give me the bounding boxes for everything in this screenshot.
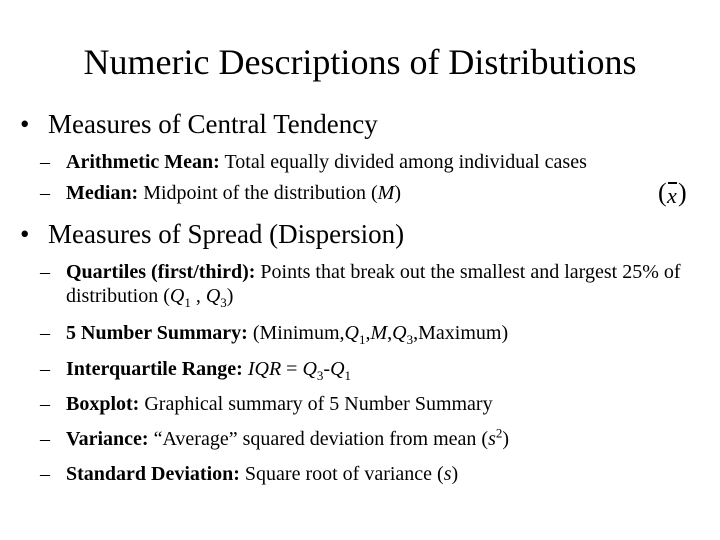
item-text-after: ,Maximum)	[413, 322, 509, 344]
item-text: “Average” squared deviation from mean (	[148, 428, 489, 450]
term-label: Quartiles (first/third):	[66, 261, 256, 283]
mean-x-bar-symbol	[658, 176, 686, 210]
section-heading: Measures of Central Tendency	[48, 109, 378, 139]
item-text-after: )	[502, 428, 510, 450]
item-text: Points that break out the smallest and largest 25% of distribution (	[66, 261, 681, 307]
q1-subscript: 1	[358, 332, 366, 347]
dash-marker: –	[40, 261, 50, 283]
median-symbol: M	[370, 322, 388, 344]
q3-symbol: Q	[392, 322, 407, 344]
q3-symbol: Q	[302, 358, 317, 380]
item-text: Midpoint of the distribution (	[138, 182, 378, 204]
dash-marker: –	[40, 393, 50, 415]
section-spread	[20, 218, 404, 250]
dash-marker: –	[40, 322, 50, 344]
bullet-marker: •	[20, 219, 30, 249]
dash-marker: –	[40, 358, 50, 380]
squared-superscript: 2	[495, 425, 503, 441]
item-text: Square root of variance (	[239, 463, 444, 485]
bullet-marker: •	[20, 109, 30, 139]
paren-right: )	[678, 178, 687, 207]
s-symbol: s	[488, 428, 496, 450]
iqr-symbol: IQR	[247, 358, 282, 380]
dash-marker: –	[40, 151, 50, 173]
slide-title: Numeric Descriptions of Distributions	[83, 42, 637, 82]
item-text-after: )	[451, 463, 459, 485]
section-heading: Measures of Spread (Dispersion)	[48, 219, 405, 249]
list-item-quartiles	[40, 260, 690, 312]
item-text: Total equally divided among individual cases	[219, 151, 587, 173]
median-symbol: M	[377, 182, 395, 204]
s-symbol: s	[443, 463, 452, 485]
q1-subscript: 1	[344, 368, 352, 383]
dash-marker: –	[40, 428, 50, 450]
item-text: (Minimum,	[247, 322, 345, 344]
term-label: Variance:	[66, 428, 149, 450]
q3-symbol: Q	[205, 285, 221, 307]
section-central-tendency	[20, 108, 378, 140]
item-text-after: )	[394, 182, 401, 204]
q3-subscript: 3	[220, 295, 227, 310]
minus-sign: -	[323, 358, 331, 380]
item-text: Graphical summary of 5 Number Summary	[139, 393, 493, 415]
q1-symbol: Q	[344, 322, 359, 344]
term-label: Arithmetic Mean:	[66, 151, 220, 173]
q1-symbol: Q	[169, 285, 185, 307]
q3-subscript: 3	[406, 332, 414, 347]
q1-symbol: Q	[330, 358, 345, 380]
equals-sign: =	[281, 358, 303, 380]
comma: ,	[387, 322, 393, 344]
mean-x-letter: x	[667, 183, 677, 208]
paren-left: (	[658, 178, 667, 207]
dash-marker: –	[40, 182, 50, 204]
comma: ,	[365, 322, 371, 344]
q3-subscript: 3	[316, 368, 324, 383]
term-label: Standard Deviation:	[66, 463, 240, 485]
term-label: Median:	[66, 182, 139, 204]
term-label: Interquartile Range:	[66, 358, 243, 380]
term-label: 5 Number Summary:	[66, 322, 248, 344]
q1-subscript: 1	[184, 295, 191, 310]
term-label: Boxplot:	[66, 393, 140, 415]
dash-marker: –	[40, 463, 50, 485]
item-text-after: )	[226, 285, 234, 307]
separator: ,	[190, 285, 206, 307]
